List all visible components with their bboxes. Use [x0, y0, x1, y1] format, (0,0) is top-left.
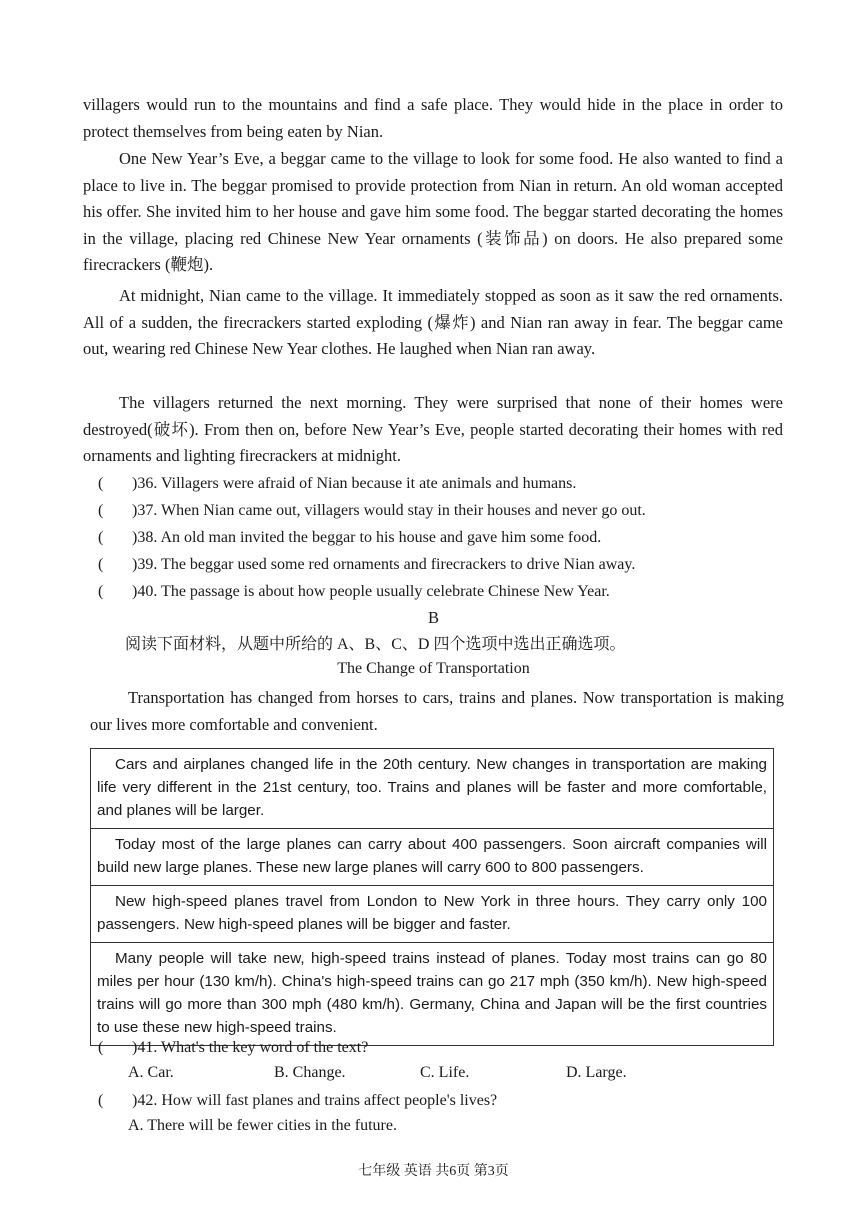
question-text: )38. An old man invited the beggar to his house and gave him some food.: [132, 529, 602, 546]
passage-a-paragraph-3: At midnight, Nian came to the village. It immediately stopped as soon as it saw the red ornaments. All of a sudden, the firecrackers started exploding (爆炸) and Nian ran away in fear. The beggar came out, wearing red Chinese New Year clothes. He laughed when Nian ran away.: [83, 286, 783, 358]
box-row-3: New high-speed planes travel from London to New York in three hours. They carry only 100 passengers. New high-speed planes will be bigger and faster.: [91, 886, 773, 943]
section-b-instruction: 阅读下面材料，从题中所给的 A、B、C、D 四个选项中选出正确选项。: [125, 636, 626, 653]
transportation-info-box: [90, 748, 774, 1046]
question-text: )41. What's the key word of the text?: [132, 1039, 369, 1056]
answer-blank[interactable]: (: [98, 1092, 104, 1109]
answer-blank[interactable]: (: [98, 475, 104, 492]
question-42: [98, 1090, 497, 1112]
box-row-4: Many people will take new, high-speed trains instead of planes. Today most trains can go 80 miles per hour (130 km/h). China's high-speed trains can go 217 mph (350 km/h). New high-speed trains will go more than 300 mph (480 km/h). Germany, China and Japan will be the first countries to use these new high-speed trains.: [97, 950, 767, 1036]
option-b[interactable]: B. Change.: [274, 1064, 346, 1081]
option-c[interactable]: C. Life.: [420, 1064, 470, 1081]
question-41-options: [128, 1064, 712, 1082]
option-a[interactable]: A. Car.: [128, 1064, 174, 1081]
question-39: [98, 554, 635, 576]
passage-a-paragraph-2: One New Year’s Eve, a beggar came to the village to look for some food. He also wanted to find a place to live in. The beggar promised to provide protection from Nian in return. An old woman accepted his offer. She invited him to her house and gave him some food. The beggar started decorating the homes in the village, placing red Chinese New Year ornaments (装饰品) on doors. He also prepared some firecrackers (鞭炮).: [83, 149, 783, 274]
question-text: )36. Villagers were afraid of Nian because it ate animals and humans.: [132, 475, 577, 492]
question-text: )39. The beggar used some red ornaments and firecrackers to drive Nian away.: [132, 556, 636, 573]
option-d[interactable]: D. Large.: [566, 1064, 627, 1081]
answer-blank[interactable]: (: [98, 556, 104, 573]
answer-blank[interactable]: (: [98, 502, 104, 519]
page-footer: 七年级 英语 共6页 第3页: [358, 1164, 509, 1179]
question-text: )42. How will fast planes and trains affect people's lives?: [132, 1092, 498, 1109]
box-row-2: Today most of the large planes can carry about 400 passengers. Soon aircraft companies will build new large planes. These new large planes will carry 600 to 800 passengers.: [91, 829, 773, 886]
passage-b-title: The Change of Transportation: [337, 660, 530, 677]
answer-blank[interactable]: (: [98, 583, 104, 600]
section-b-label: B: [427, 608, 439, 627]
passage-a-paragraph-4: The villagers returned the next morning. They were surprised that none of their homes were destroyed(破坏). From then on, before New Year’s Eve, people started decorating their homes with red ornaments and lighting firecrackers at midnight.: [83, 393, 783, 465]
passage-b-intro: Transportation has changed from horses to cars, trains and planes. Now transportation is making our lives more comfortable and convenient.: [90, 688, 784, 734]
answer-blank[interactable]: (: [98, 529, 104, 546]
question-42-option-a[interactable]: A. There will be fewer cities in the future.: [128, 1117, 397, 1134]
passage-a-paragraph-1: villagers would run to the mountains and find a safe place. They would hide in the place in order to protect themselves from being eaten by Nian.: [83, 95, 783, 141]
question-36: [98, 473, 576, 495]
question-text: )40. The passage is about how people usually celebrate Chinese New Year.: [132, 583, 610, 600]
box-row-1: Cars and airplanes changed life in the 20th century. New changes in transportation are making life very different in the 21st century, too. Trains and planes will be faster and more comfortable, and planes will be larger.: [91, 749, 773, 829]
question-37: [98, 500, 646, 522]
question-40: [98, 581, 610, 603]
question-41: [98, 1037, 368, 1059]
answer-blank[interactable]: (: [98, 1039, 104, 1056]
question-38: [98, 527, 601, 549]
question-text: )37. When Nian came out, villagers would stay in their houses and never go out.: [132, 502, 646, 519]
